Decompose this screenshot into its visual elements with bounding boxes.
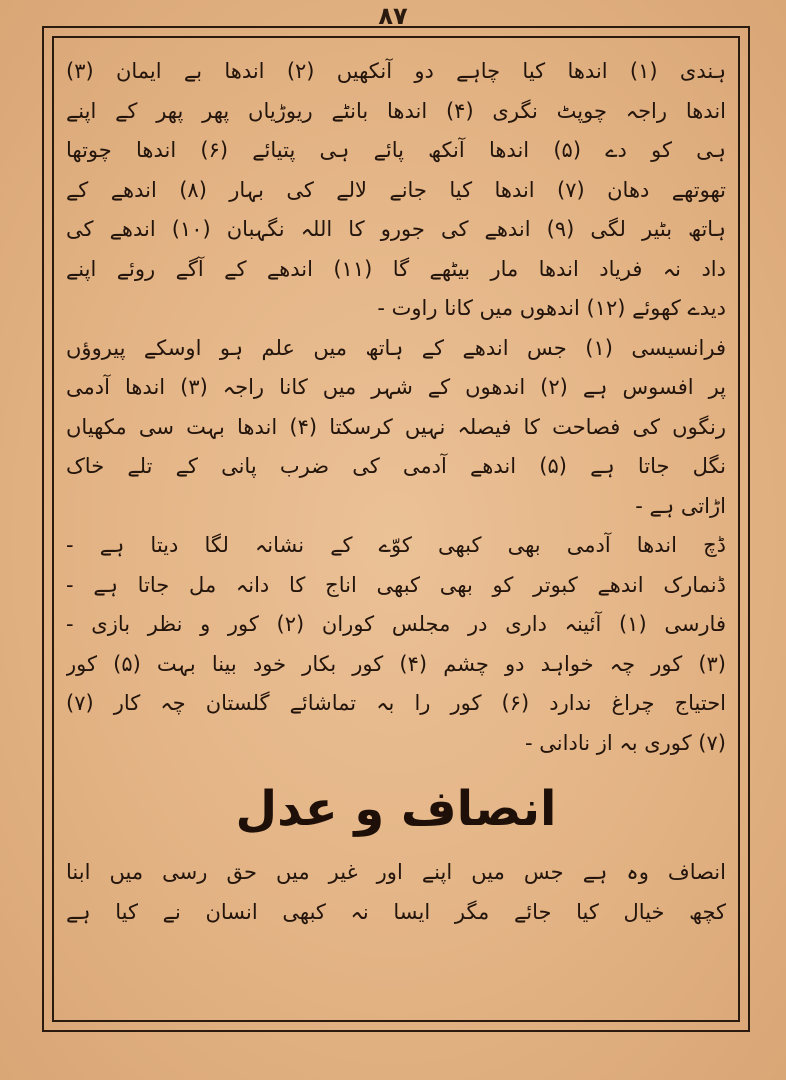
page-number: ۸۷ bbox=[378, 2, 408, 30]
text-line: رنگوں کی فصاحت کا فیصلہ نہیں کرسکتا (۴) اندھا بہت سی مکھیاں bbox=[66, 414, 726, 439]
section-heading: انصاف و عدل bbox=[235, 781, 557, 837]
text-line: احتیاج چراغ ندارد (۶) کور را بہ تماشائے گلستان چہ کار (۷) bbox=[66, 691, 726, 715]
text-line: تھوتھے دھان (۷) اندھا کیا جانے لالے کی بہار (۸) اندھے کے bbox=[66, 177, 726, 202]
text-line: فارسی (۱) آئینہ داری در مجلس کوران (۲) کور و نظر بازی - bbox=[66, 612, 726, 636]
text-line: ڈنمارک اندھے کبوتر کو بھی کبھی اناج کا دانہ مل جاتا ہے - bbox=[66, 572, 726, 597]
text-line: (۳) کور چہ خواہد دو چشم (۴) کور بکار خود بینا بہت (۵) کور bbox=[66, 651, 726, 676]
text-line: ڈچ اندھا آدمی بھی کبھی کوّے کے نشانہ لگا دیتا ہے - bbox=[66, 533, 726, 557]
text-line: ہندی (۱) اندھا کیا چاہے دو آنکھیں (۲) اندھا بے ایمان (۳) bbox=[66, 59, 726, 83]
text-line: اندھا راجہ چوپٹ نگری (۴) اندھا بانٹے ریوڑیاں پھر پھر کے اپنے bbox=[66, 98, 726, 123]
text-line: داد نہ فریاد اندھا مار بیٹھے گا (۱۱) اندھے کے آگے روئے اپنے bbox=[66, 256, 726, 281]
text-line: ہاتھ بٹیر لگی (۹) اندھے کی جورو کا اللہ نگہبان (۱۰) اندھے کی bbox=[66, 217, 726, 241]
text-line: پر افسوس ہے (۲) اندھوں کے شہر میں کانا راجہ (۳) اندھا آدمی bbox=[66, 375, 726, 399]
text-line: (۷) کوری بہ از نادانی - bbox=[525, 730, 726, 755]
section-justice bbox=[66, 853, 726, 932]
text-line: فرانسیسی (۱) جس اندھے کے ہاتھ میں علم ہو اوسکے پیروؤں bbox=[66, 335, 726, 360]
page-content bbox=[66, 52, 726, 1012]
text-line: ہی کو دے (۵) اندھا آنکھ پائے ہی پتیائے (۶) اندھا چوتھا bbox=[66, 138, 726, 162]
text-line: کچھ خیال کیا جائے مگر ایسا نہ کبھی انسان نے کیا ہے bbox=[66, 899, 726, 924]
text-line: اڑاتی ہے - bbox=[635, 493, 726, 518]
text-line: انصاف وہ ہے جس میں اپنے اور غیر میں حق رسی میں ابنا bbox=[66, 860, 726, 884]
section-proverbs bbox=[66, 52, 726, 763]
text-line: دیدے کھوئے (۱۲) اندھوں میں کانا راوت - bbox=[377, 296, 726, 320]
text-line: نگل جاتا ہے (۵) اندھے آدمی کی ضرب پانی کے تلے خاک bbox=[66, 454, 726, 478]
